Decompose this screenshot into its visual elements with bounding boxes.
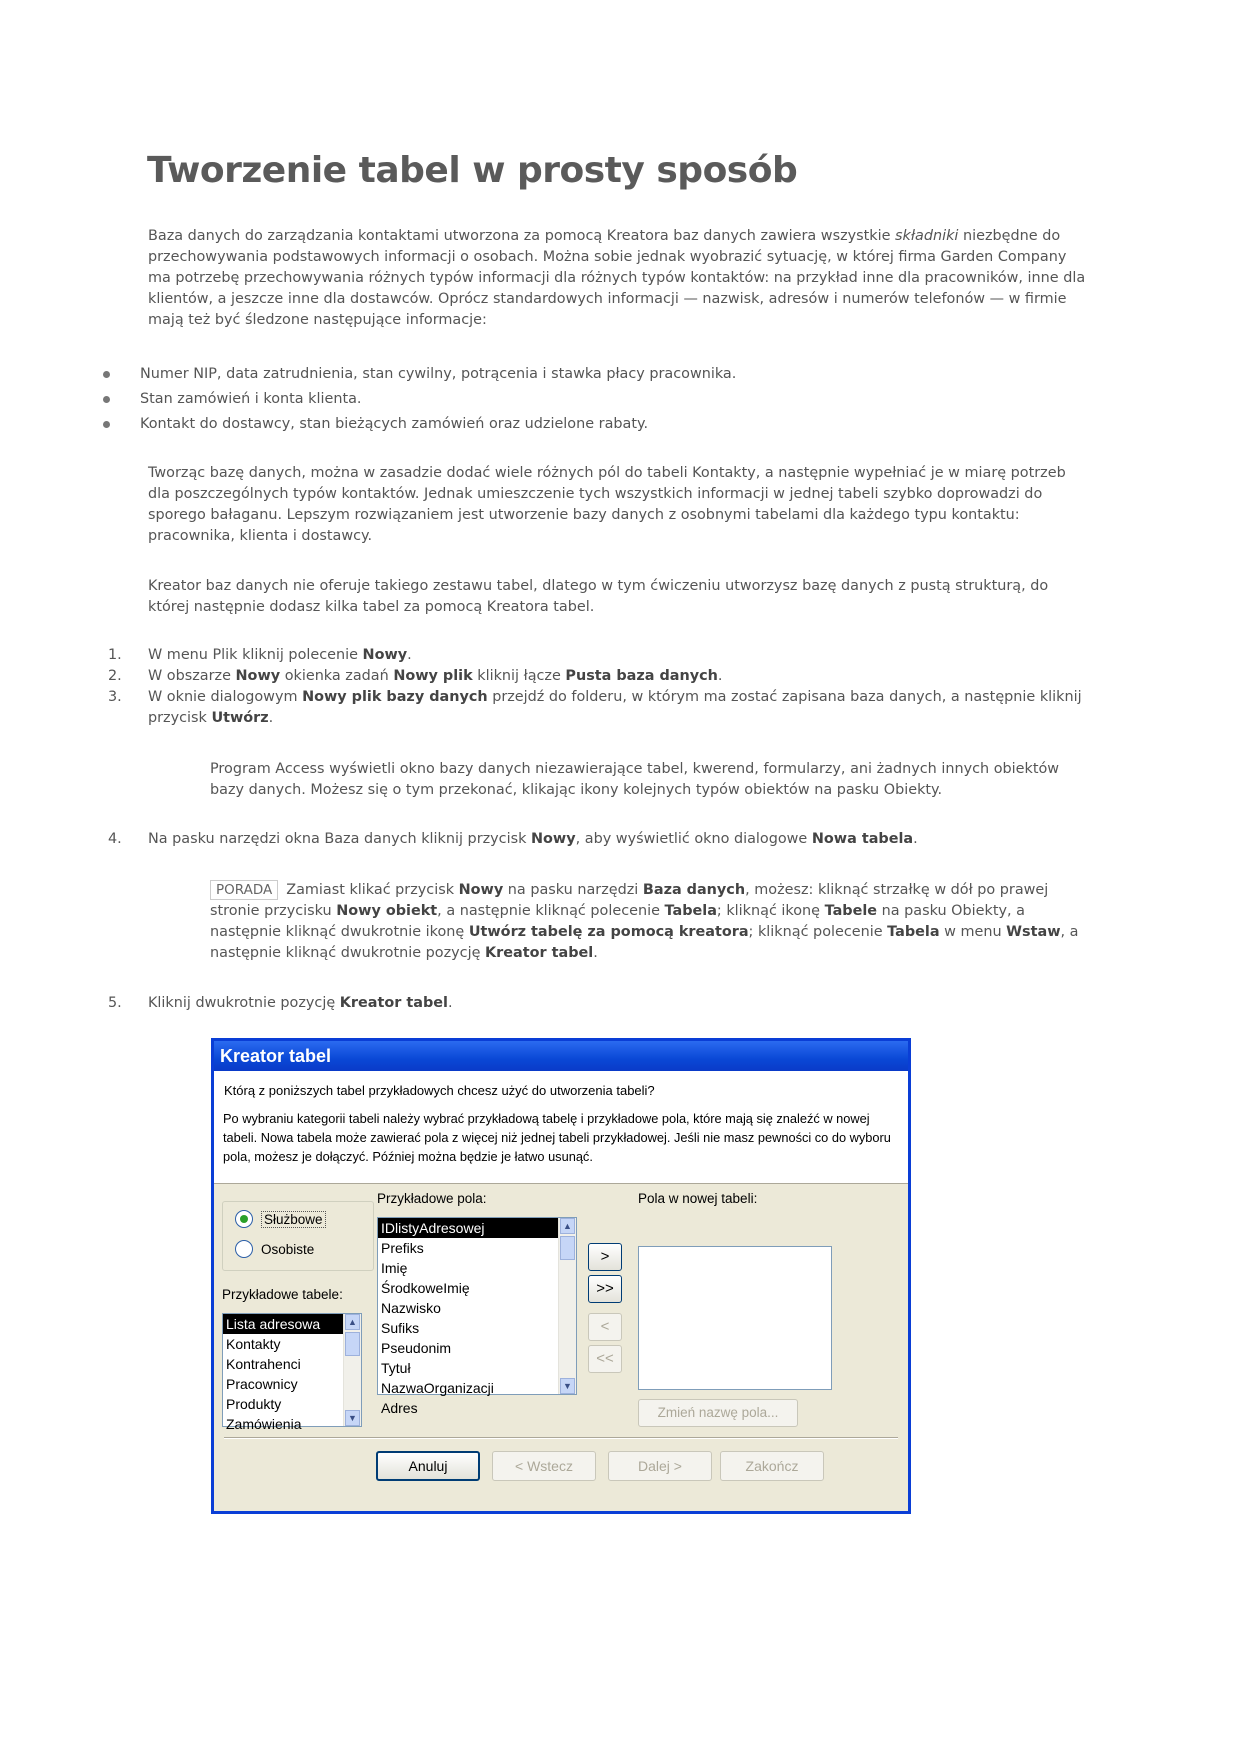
list-item[interactable]: Lista adresowa [223,1314,361,1334]
list-item: Stan zamówień i konta klienta. [100,389,736,414]
intro-paragraph: Baza danych do zarządzania kontaktami utworzona za pomocą Kreatora baz danych zawiera wszystkie składniki niezbędne do przechowywania podstawowych informacji o osobach. Można sobie jednak wyobrazić sytuację, w której firma Garden Company ma potrzebę przechowywania różnych typów informacji dla różnych typów kontaktów: na przykład inne dla pracowników, inne dla klientów, a jeszcze inne dla dostawców. Oprócz standardowych informacji — nazwisk, adresów i numerów telefonów — w firmie mają też być śledzone następujące informacje: [148,228,1086,328]
list-item[interactable]: ŚrodkoweImię [381,1280,470,1296]
list-item[interactable]: Nazwisko [381,1300,441,1316]
dialog-description: Po wybraniu kategorii tabeli należy wybrać przykładową tabelę i przykładowe pola, które mają się znaleźć w nowej tabeli. Nowa tabela może zawierać pola z więcej niż jednej tabeli przykładowej. Jeśli nie masz pewności co do wyboru pola, możesz je dołączyć. Później można będzie je łatwo usunąć. [223,1111,891,1164]
list-item[interactable]: NazwaOrganizacji [381,1380,494,1396]
radio-business[interactable]: Służbowe [235,1210,326,1228]
add-all-fields-button[interactable]: >> [588,1275,622,1303]
scrollbar[interactable] [558,1218,576,1394]
category-group [222,1201,374,1271]
remove-field-button[interactable]: < [588,1313,622,1341]
radio-personal[interactable]: Osobiste [235,1240,314,1258]
list-item[interactable]: Adres [381,1400,418,1416]
step-2: 2. W obszarze Nowy okienka zadań Nowy plik kliknij łącze Pusta baza danych. [108,668,723,684]
list-item[interactable]: Tytuł [381,1360,411,1376]
radio-selected-icon [235,1210,253,1228]
list-item[interactable]: Imię [381,1260,408,1276]
list-item[interactable]: Kontakty [226,1336,281,1352]
dialog-title: Kreator tabel [214,1041,908,1071]
list-item[interactable]: IDlistyAdresowej [378,1218,576,1238]
scroll-up-icon[interactable]: ▲ [560,1218,575,1234]
scroll-down-icon[interactable]: ▼ [345,1410,360,1426]
scrollbar[interactable] [343,1314,361,1426]
new-fields-list[interactable] [638,1246,832,1390]
scroll-thumb[interactable] [345,1332,360,1356]
list-item[interactable]: Prefiks [381,1240,424,1256]
step-3: 3. W oknie dialogowym Nowy plik bazy danych przejdź do folderu, w którym ma zostać zapisana baza danych, a następnie kliknij przycisk Utwórz. [108,689,1082,726]
cancel-button[interactable]: Anuluj [376,1451,480,1481]
list-item[interactable]: Pracownicy [226,1376,298,1392]
finish-button[interactable]: Zakończ [720,1451,824,1481]
scroll-down-icon[interactable]: ▼ [560,1378,575,1394]
rename-field-button[interactable]: Zmień nazwę pola... [638,1399,798,1427]
sample-tables-list[interactable] [222,1313,362,1432]
list-item[interactable]: Sufiks [381,1320,420,1336]
list-item[interactable]: Zamówienia [226,1416,302,1432]
bullet-icon [103,371,110,378]
steps-list [108,645,1098,729]
page-title: Tworzenie tabel w prosty sposób [147,150,798,191]
dialog-question: Którą z poniższych tabel przykładowych chcesz użyć do utworzenia tabeli? [224,1083,655,1098]
add-field-button[interactable]: > [588,1243,622,1271]
new-fields-label: Pola w nowej tabeli: [638,1191,758,1206]
next-button[interactable]: Dalej > [608,1451,712,1481]
step-4: 4. Na pasku narzędzi okna Baza danych kliknij przycisk Nowy, aby wyświetlić okno dialogowe Nowa tabela. [108,831,918,847]
table-wizard-dialog [211,1038,911,1514]
tip-note: PORADA Zamiast klikać przycisk Nowy na pasku narzędzi Baza danych, możesz: kliknąć strzałkę w dół po prawej stronie przycisku Nowy obiekt, a następnie kliknąć polecenie Tabela; kliknąć ikonę Tabele na pasku Obiekty, a następnie kliknąć dwukrotnie ikonę Utwórz tabelę za pomocą kreatora; kliknąć polecenie Tabela w menu Wstaw, a następnie kliknąć dwukrotnie pozycję Kreator tabel. [210,882,1079,961]
paragraph-2: Tworząc bazę danych, można w zasadzie dodać wiele różnych pól do tabeli Kontakty, a następnie wypełniać je w miarę potrzeb dla poszczególnych typów kontaktów. Jednak umieszczenie tych wszystkich informacji w jednej tabeli szybko doprowadzi do sporego bałaganu. Lepszym rozwiązaniem jest utworzenie bazy danych z osobnymi tabelami dla każdego typu kontaktu: pracownika, klienta i dostawcy. [148,465,1066,544]
note-paragraph: Program Access wyświetli okno bazy danych niezawierające tabel, kwerend, formularzy, ani żadnych innych obiektów bazy danych. Możesz się o tym przekonać, klikając ikony kolejnych typów obiektów na pasku Obiekty. [210,761,1060,798]
remove-all-fields-button[interactable]: << [588,1345,622,1373]
sample-fields-label: Przykładowe pola: [377,1191,487,1206]
bullet-icon [103,396,110,403]
paragraph-3: Kreator baz danych nie oferuje takiego zestawu tabel, dlatego w tym ćwiczeniu utworzysz bazę danych z pustą strukturą, do której następnie dodasz kilka tabel za pomocą Kreatora tabel. [148,578,1049,615]
list-item[interactable]: Kontrahenci [226,1356,301,1372]
tip-tag: PORADA [210,880,278,900]
radio-unselected-icon [235,1240,253,1258]
scroll-up-icon[interactable]: ▲ [345,1314,360,1330]
dialog-header [214,1071,908,1184]
divider [224,1437,898,1439]
scroll-thumb[interactable] [560,1236,575,1260]
list-item[interactable]: Pseudonim [381,1340,452,1356]
list-item: Numer NIP, data zatrudnienia, stan cywilny, potrącenia i stawka płacy pracownika. [100,364,736,389]
step-5: 5. Kliknij dwukrotnie pozycję Kreator tabel. [108,995,453,1011]
sample-tables-label: Przykładowe tabele: [222,1287,343,1302]
list-item: Kontakt do dostawcy, stan bieżących zamówień oraz udzielone rabaty. [100,414,736,439]
steps-list [108,993,1098,1014]
bullet-icon [103,421,110,428]
list-item[interactable]: Produkty [226,1396,282,1412]
step-1: 1. W menu Plik kliknij polecenie Nowy. [108,647,412,663]
bullet-list [100,364,736,439]
steps-list [108,829,1098,850]
sample-fields-list[interactable] [377,1217,577,1416]
back-button[interactable]: < Wstecz [492,1451,596,1481]
